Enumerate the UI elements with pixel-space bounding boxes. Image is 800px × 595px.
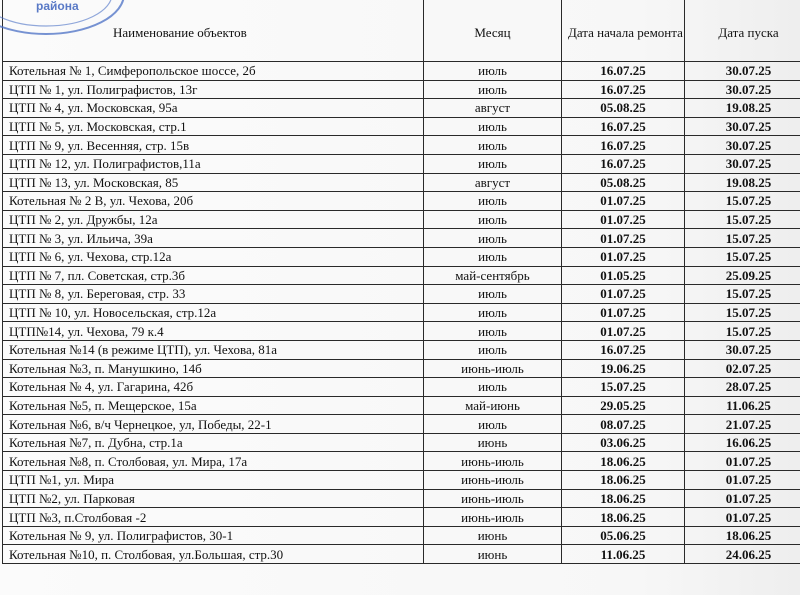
cell-month: июнь (424, 526, 562, 545)
cell-month: июнь-июль (424, 452, 562, 471)
cell-launch-date: 15.07.25 (685, 303, 800, 322)
cell-launch-date: 01.07.25 (685, 508, 800, 527)
cell-object-name: ЦТП № 9, ул. Весенняя, стр. 15в (3, 136, 424, 155)
cell-object-name: Котельная № 4, ул. Гагарина, 42б (3, 378, 424, 397)
cell-launch-date: 01.07.25 (685, 489, 800, 508)
cell-month: июнь (424, 545, 562, 564)
cell-launch-date: 28.07.25 (685, 378, 800, 397)
cell-launch-date: 19.08.25 (685, 99, 800, 118)
cell-object-name: ЦТП №1, ул. Мира (3, 471, 424, 490)
cell-month: июль (424, 303, 562, 322)
table-row (3, 489, 800, 508)
table-body (3, 62, 800, 564)
table-row (3, 285, 800, 304)
table-row (3, 396, 800, 415)
table-row (3, 136, 800, 155)
table-row (3, 62, 800, 81)
cell-launch-date: 16.06.25 (685, 433, 800, 452)
cell-start-date: 01.07.25 (562, 192, 685, 211)
cell-start-date: 16.07.25 (562, 340, 685, 359)
table-row (3, 80, 800, 99)
cell-start-date: 05.08.25 (562, 99, 685, 118)
table-row (3, 340, 800, 359)
cell-month: май-сентябрь (424, 266, 562, 285)
table-row (3, 192, 800, 211)
cell-start-date: 16.07.25 (562, 136, 685, 155)
cell-month: июнь (424, 433, 562, 452)
cell-start-date: 19.06.25 (562, 359, 685, 378)
cell-start-date: 16.07.25 (562, 62, 685, 81)
cell-launch-date: 30.07.25 (685, 154, 800, 173)
cell-object-name: ЦТП № 3, ул. Ильича, 39а (3, 229, 424, 248)
cell-launch-date: 30.07.25 (685, 62, 800, 81)
cell-object-name: Котельная №5, п. Мещерское, 15а (3, 396, 424, 415)
table-row (3, 415, 800, 434)
cell-object-name: Котельная №14 (в режиме ЦТП), ул. Чехова, 81а (3, 340, 424, 359)
cell-object-name: ЦТП № 1, ул. Полиграфистов, 13г (3, 80, 424, 99)
header-object-name: Наименование объектов (3, 0, 424, 62)
table-row (3, 452, 800, 471)
cell-object-name: Котельная № 9, ул. Полиграфистов, 30-1 (3, 526, 424, 545)
cell-month: июль (424, 229, 562, 248)
cell-start-date: 18.06.25 (562, 452, 685, 471)
table-row (3, 433, 800, 452)
stamp-text: района (36, 0, 79, 13)
cell-start-date: 01.07.25 (562, 210, 685, 229)
cell-launch-date: 25.09.25 (685, 266, 800, 285)
cell-month: июль (424, 136, 562, 155)
table-row (3, 322, 800, 341)
cell-month: июль (424, 117, 562, 136)
table-row (3, 117, 800, 136)
cell-object-name: Котельная № 1, Симферопольское шоссе, 2б (3, 62, 424, 81)
repair-schedule-table (2, 0, 800, 564)
table-row (3, 154, 800, 173)
cell-object-name: ЦТП № 6, ул. Чехова, стр.12а (3, 247, 424, 266)
cell-month: июль (424, 154, 562, 173)
cell-launch-date: 30.07.25 (685, 340, 800, 359)
cell-start-date: 16.07.25 (562, 117, 685, 136)
cell-start-date: 05.08.25 (562, 173, 685, 192)
cell-launch-date: 30.07.25 (685, 117, 800, 136)
cell-month: август (424, 173, 562, 192)
cell-launch-date: 24.06.25 (685, 545, 800, 564)
cell-start-date: 11.06.25 (562, 545, 685, 564)
table-row (3, 210, 800, 229)
table-row (3, 173, 800, 192)
cell-start-date: 18.06.25 (562, 471, 685, 490)
cell-launch-date: 30.07.25 (685, 80, 800, 99)
cell-start-date: 15.07.25 (562, 378, 685, 397)
cell-start-date: 18.06.25 (562, 489, 685, 508)
cell-month: июль (424, 62, 562, 81)
cell-object-name: ЦТП № 12, ул. Полиграфистов,11а (3, 154, 424, 173)
cell-month: июнь-июль (424, 471, 562, 490)
cell-object-name: ЦТП № 10, ул. Новосельская, стр.12а (3, 303, 424, 322)
cell-month: июнь-июль (424, 489, 562, 508)
table-row (3, 526, 800, 545)
cell-object-name: ЦТП № 7, пл. Советская, стр.3б (3, 266, 424, 285)
cell-start-date: 03.06.25 (562, 433, 685, 452)
table-row (3, 99, 800, 118)
cell-start-date: 01.07.25 (562, 322, 685, 341)
cell-month: июнь-июль (424, 508, 562, 527)
cell-object-name: ЦТП№14, ул. Чехова, 79 к.4 (3, 322, 424, 341)
cell-launch-date: 30.07.25 (685, 136, 800, 155)
cell-month: июль (424, 210, 562, 229)
cell-object-name: Котельная № 2 В, ул. Чехова, 20б (3, 192, 424, 211)
cell-launch-date: 15.07.25 (685, 322, 800, 341)
cell-month: август (424, 99, 562, 118)
cell-launch-date: 19.08.25 (685, 173, 800, 192)
cell-start-date: 01.07.25 (562, 229, 685, 248)
cell-object-name: ЦТП № 2, ул. Дружбы, 12а (3, 210, 424, 229)
header-month: Месяц (424, 0, 562, 62)
cell-object-name: ЦТП № 13, ул. Московская, 85 (3, 173, 424, 192)
cell-object-name: ЦТП № 8, ул. Береговая, стр. 33 (3, 285, 424, 304)
cell-start-date: 05.06.25 (562, 526, 685, 545)
cell-month: июль (424, 80, 562, 99)
table-row (3, 266, 800, 285)
cell-object-name: Котельная №8, п. Столбовая, ул. Мира, 17а (3, 452, 424, 471)
cell-launch-date: 18.06.25 (685, 526, 800, 545)
table-row (3, 359, 800, 378)
cell-start-date: 29.05.25 (562, 396, 685, 415)
cell-object-name: ЦТП №3, п.Столбовая -2 (3, 508, 424, 527)
cell-start-date: 16.07.25 (562, 80, 685, 99)
table-row (3, 378, 800, 397)
cell-launch-date: 02.07.25 (685, 359, 800, 378)
cell-object-name: ЦТП № 5, ул. Московская, стр.1 (3, 117, 424, 136)
cell-month: июль (424, 322, 562, 341)
cell-launch-date: 01.07.25 (685, 471, 800, 490)
cell-launch-date: 11.06.25 (685, 396, 800, 415)
header-launch-date: Дата пуска (685, 0, 800, 62)
cell-launch-date: 15.07.25 (685, 229, 800, 248)
cell-object-name: ЦТП № 4, ул. Московская, 95а (3, 99, 424, 118)
cell-object-name: Котельная №3, п. Манушкино, 14б (3, 359, 424, 378)
cell-launch-date: 15.07.25 (685, 285, 800, 304)
cell-launch-date: 01.07.25 (685, 452, 800, 471)
table-row (3, 303, 800, 322)
cell-launch-date: 15.07.25 (685, 210, 800, 229)
cell-start-date: 01.07.25 (562, 303, 685, 322)
cell-start-date: 08.07.25 (562, 415, 685, 434)
cell-start-date: 18.06.25 (562, 508, 685, 527)
table-row (3, 545, 800, 564)
cell-month: июль (424, 192, 562, 211)
cell-object-name: Котельная №7, п. Дубна, стр.1а (3, 433, 424, 452)
cell-object-name: Котельная №6, в/ч Чернецкое, ул, Победы, 22-1 (3, 415, 424, 434)
cell-month: июнь-июль (424, 359, 562, 378)
cell-month: июль (424, 247, 562, 266)
cell-month: июль (424, 285, 562, 304)
cell-month: июль (424, 378, 562, 397)
cell-month: июль (424, 415, 562, 434)
cell-start-date: 01.05.25 (562, 266, 685, 285)
table-header-row (3, 0, 800, 62)
table-row (3, 247, 800, 266)
cell-launch-date: 15.07.25 (685, 192, 800, 211)
table-row (3, 471, 800, 490)
cell-month: июль (424, 340, 562, 359)
cell-start-date: 01.07.25 (562, 247, 685, 266)
cell-month: май-июнь (424, 396, 562, 415)
cell-start-date: 01.07.25 (562, 285, 685, 304)
cell-object-name: Котельная №10, п. Столбовая, ул.Большая, стр.30 (3, 545, 424, 564)
table-row (3, 508, 800, 527)
cell-object-name: ЦТП №2, ул. Парковая (3, 489, 424, 508)
cell-start-date: 16.07.25 (562, 154, 685, 173)
cell-launch-date: 21.07.25 (685, 415, 800, 434)
header-start-date: Дата начала ремонта (562, 0, 685, 62)
table-row (3, 229, 800, 248)
cell-launch-date: 15.07.25 (685, 247, 800, 266)
